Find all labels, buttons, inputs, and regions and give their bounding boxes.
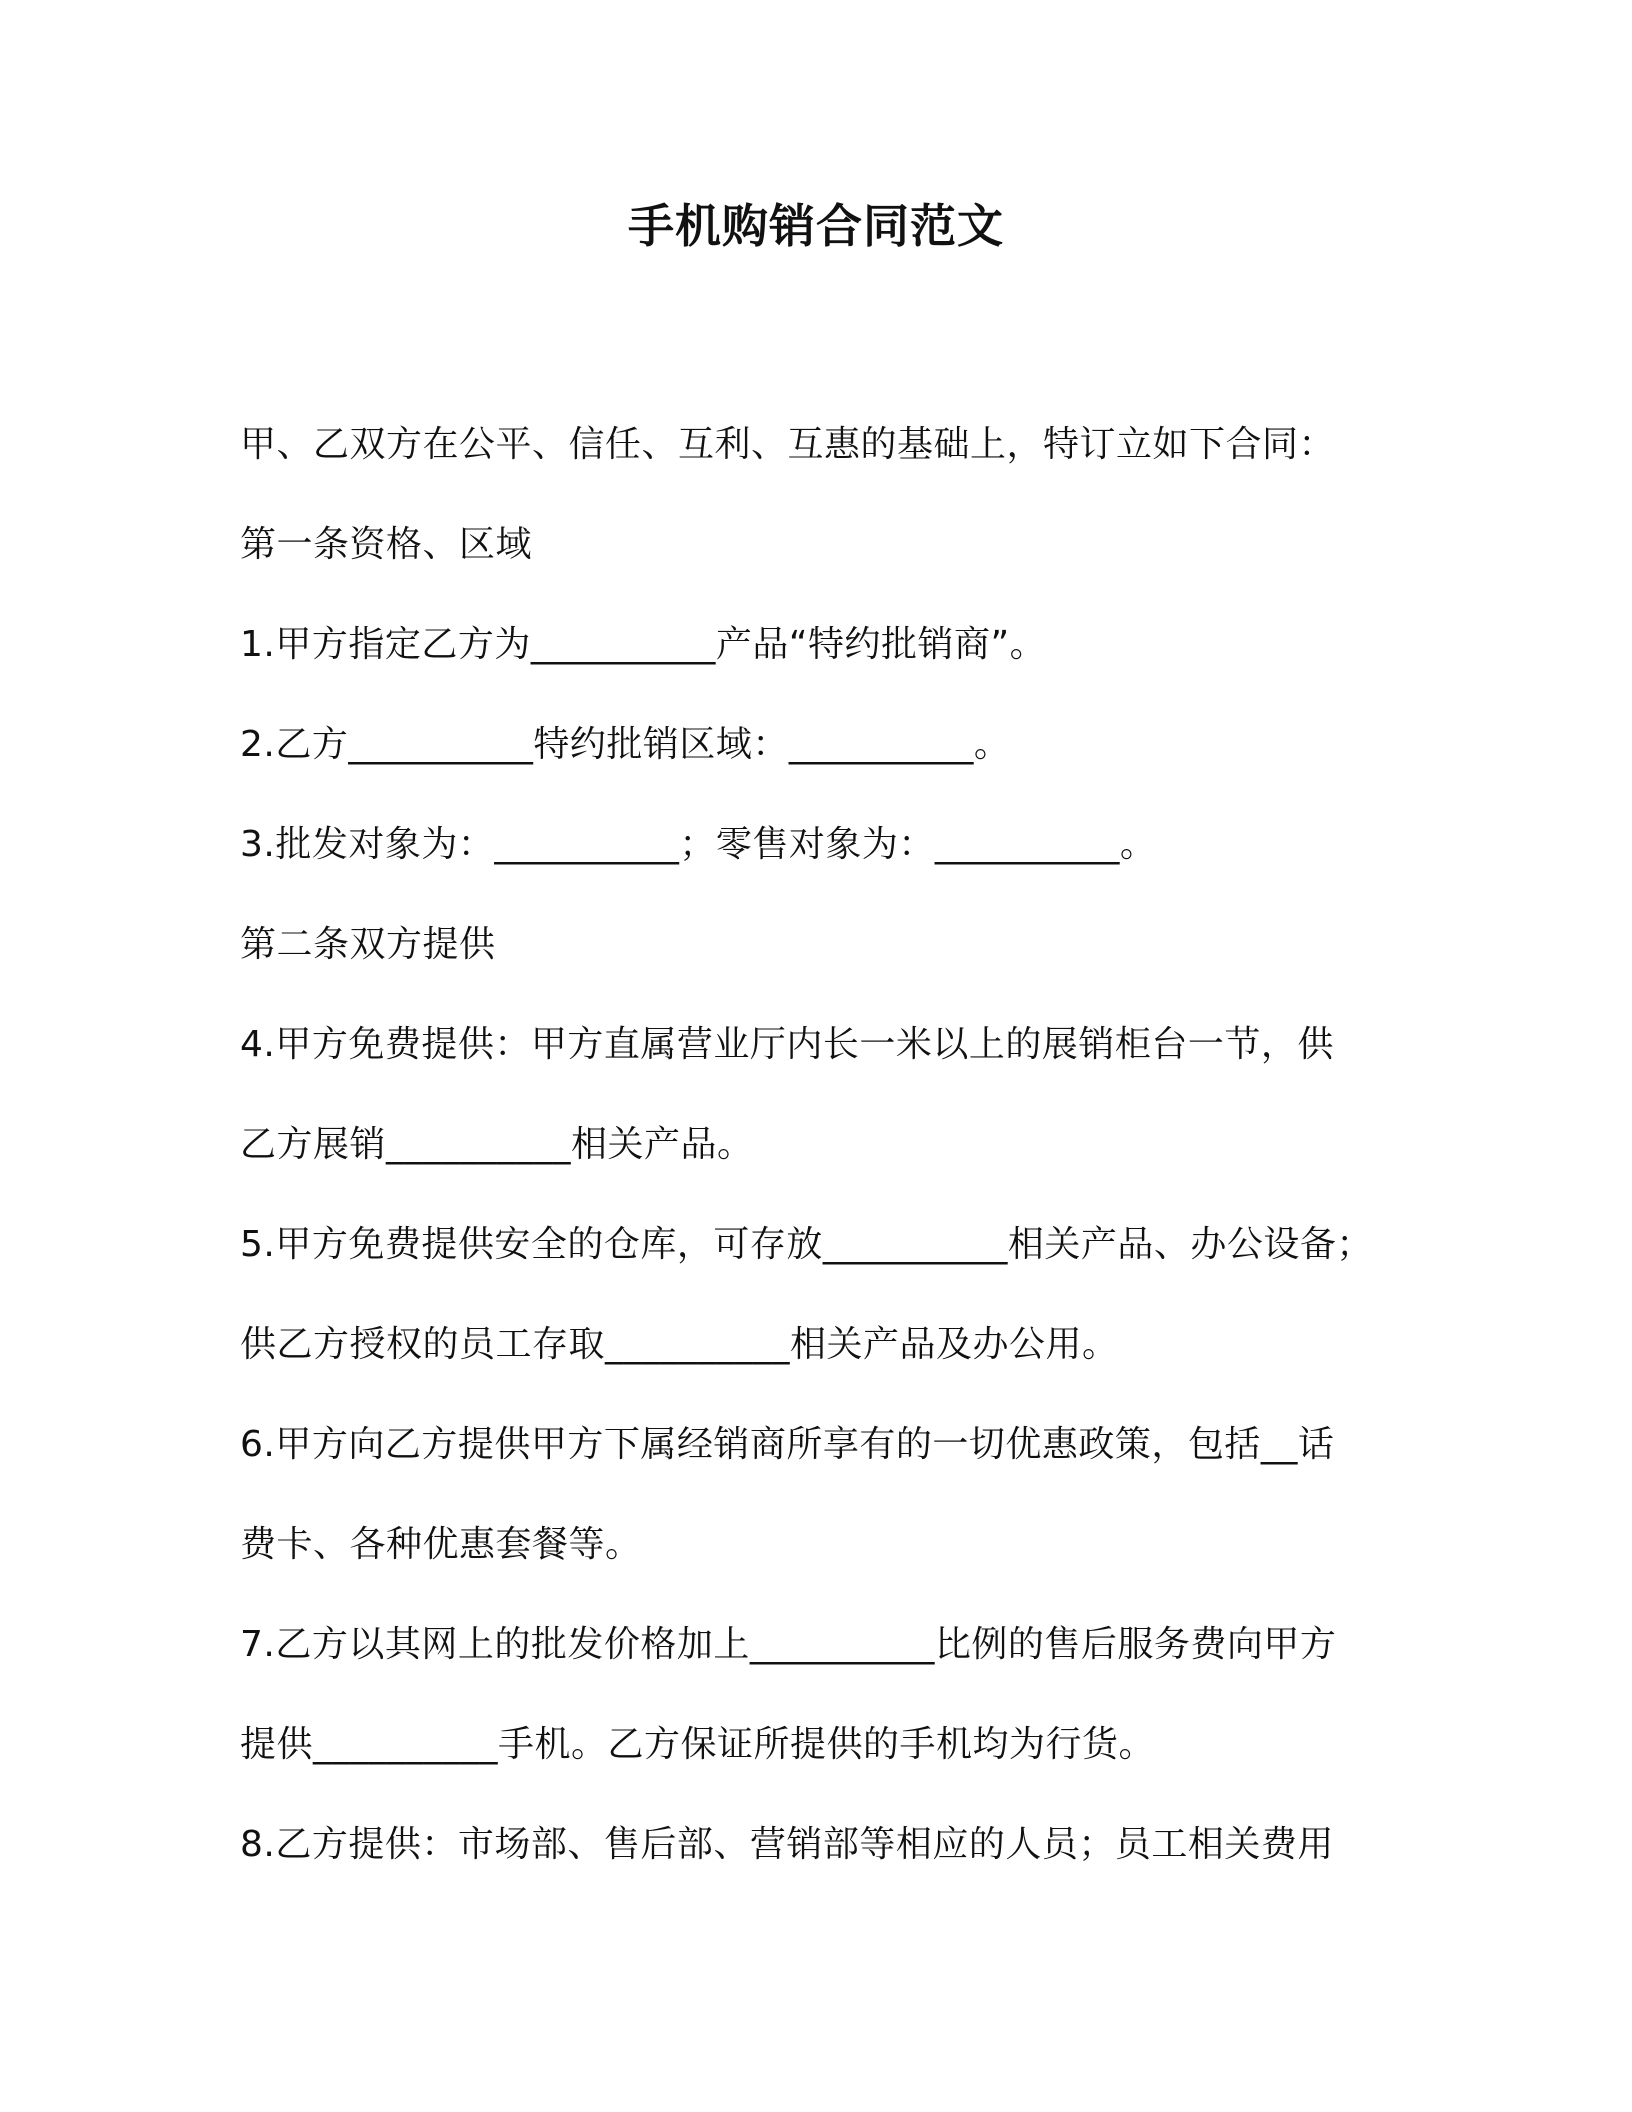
- clause-3: 3.批发对象为：__________；零售对象为：__________。: [240, 824, 1157, 865]
- clause-7-line-1: 7.乙方以其网上的批发价格加上__________比例的售后服务费向甲方: [240, 1624, 1337, 1665]
- clause-7-line-2: 提供__________手机。乙方保证所提供的手机均为行货。: [240, 1724, 1156, 1765]
- clause-4-line-2: 乙方展销__________相关产品。: [240, 1124, 754, 1165]
- section-heading-2: 第二条双方提供: [240, 924, 496, 965]
- clause-6-line-2: 费卡、各种优惠套餐等。: [240, 1524, 642, 1565]
- section-heading-1: 第一条资格、区域: [240, 524, 533, 565]
- clause-2: 2.乙方__________特约批销区域：__________。: [240, 724, 1011, 765]
- clause-6-line-1: 6.甲方向乙方提供甲方下属经销商所享有的一切优惠政策，包括__话: [240, 1424, 1335, 1465]
- clause-4-line-1: 4.甲方免费提供：甲方直属营业厅内长一米以上的展销柜台一节，供: [240, 1024, 1334, 1065]
- clause-5-line-2: 供乙方授权的员工存取__________相关产品及办公用。: [240, 1324, 1119, 1365]
- clause-5-line-1: 5.甲方免费提供安全的仓库，可存放__________相关产品、办公设备；: [240, 1224, 1373, 1265]
- document-title: 手机购销合同范文: [628, 199, 1004, 253]
- intro-paragraph: 甲、乙双方在公平、信任、互利、互惠的基础上，特订立如下合同：: [240, 424, 1336, 465]
- clause-1: 1.甲方指定乙方为__________产品“特约批销商”。: [240, 624, 1047, 665]
- clause-8-line-1: 8.乙方提供：市场部、售后部、营销部等相应的人员；员工相关费用: [240, 1824, 1334, 1865]
